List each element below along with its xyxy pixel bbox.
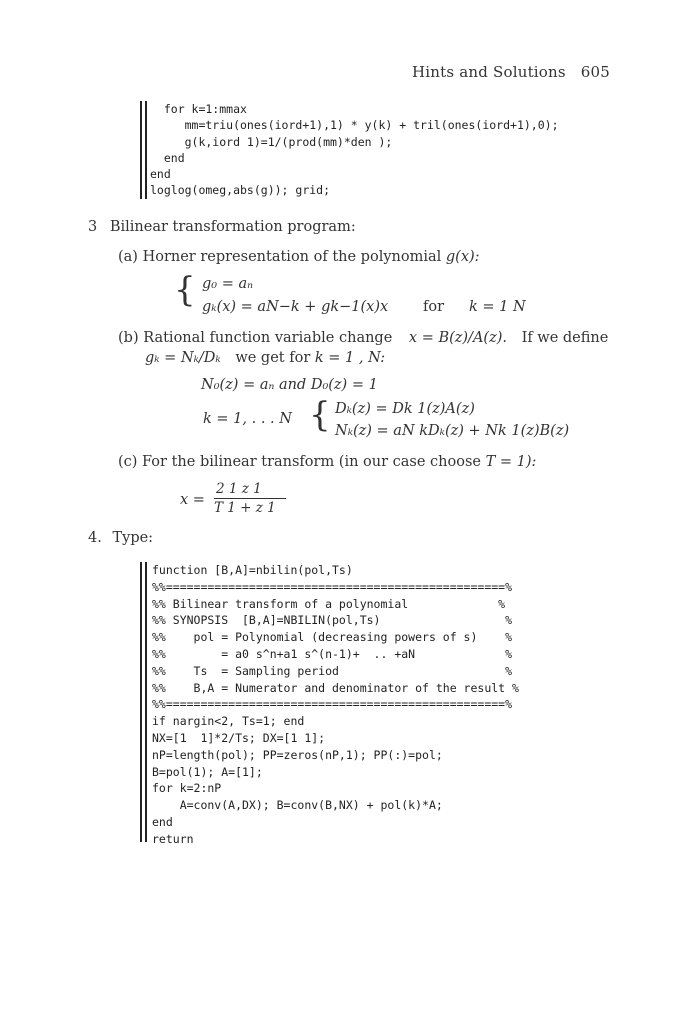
part-b-label: (b) Rational function variable change	[118, 330, 393, 346]
code-line: mm=triu(ones(iord+1),1) * y(k) + tril(ones(iord+1),0);	[150, 118, 559, 133]
code-margin-rule	[145, 562, 147, 842]
code-line: for k=2:nP	[152, 781, 222, 796]
code-line: end	[150, 150, 185, 165]
code-line: return	[152, 831, 194, 846]
part-b-line2	[145, 350, 385, 366]
part-b-heading	[118, 330, 608, 346]
code-line: end	[152, 814, 173, 829]
code-line: %% SYNOPSIS [B,A]=NBILIN(pol,Ts) %	[152, 613, 513, 628]
part-a-label: (a) Horner representation of the polynomial	[118, 249, 442, 265]
item-3-number: 3	[88, 219, 98, 235]
bilinear-numerator: 2 1 z 1	[216, 481, 262, 497]
code-listing-loop	[140, 101, 559, 199]
code-margin-rule	[145, 101, 147, 199]
part-b-define: gₖ = Nₖ/Dₖ	[145, 350, 221, 366]
bilinear-x: x =	[180, 492, 205, 508]
page-number: 605	[580, 63, 610, 81]
horner-eq-initial: g₀ = aₙ	[202, 276, 253, 292]
code-line: A=conv(A,DX); B=conv(B,NX) + pol(k)*A;	[152, 798, 443, 813]
item-4	[88, 530, 153, 546]
part-b-weget: we get for	[235, 350, 311, 366]
recursion-k-range: k = 1, . . . N	[203, 411, 292, 427]
code-line: nP=length(pol); PP=zeros(nP,1); PP(:)=pol;	[152, 747, 443, 762]
code-line: NX=[1 1]*2/Ts; DX=[1 1];	[152, 730, 326, 745]
fraction-bar	[214, 498, 286, 499]
part-b-if: If we define	[521, 330, 609, 346]
item-3	[88, 219, 356, 235]
page-header	[412, 63, 610, 81]
part-a-heading	[118, 249, 480, 265]
part-b-substitution: x = B(z)/A(z).	[408, 330, 507, 346]
code-line: %%=================================================%	[152, 579, 513, 594]
code-line: function [B,A]=nbilin(pol,Ts)	[152, 563, 353, 577]
code-line: %% Ts = Sampling period %	[152, 663, 513, 678]
code-listing-nbilin	[140, 562, 519, 846]
code-line: B=pol(1); A=[1];	[152, 764, 263, 779]
code-line: loglog(omeg,abs(g)); grid;	[150, 183, 331, 198]
code-line: %% = a0 s^n+a1 s^(n-1)+ .. +aN %	[152, 646, 513, 661]
code-line: %% pol = Polynomial (decreasing powers of s) %	[152, 630, 513, 645]
recursion-n: Nₖ(z) = aN kDₖ(z) + Nk 1(z)B(z)	[335, 423, 570, 439]
code-line: g(k,iord 1)=1/(prod(mm)*den );	[150, 134, 393, 149]
code-line: end	[150, 167, 171, 182]
code-line: for k=1:mmax	[150, 102, 247, 116]
code-line: %%=================================================%	[152, 697, 513, 712]
part-c-heading	[118, 454, 536, 470]
code-line: if nargin<2, Ts=1; end	[152, 714, 305, 729]
initial-conditions: N₀(z) = aₙ and D₀(z) = 1	[201, 377, 378, 393]
running-title: Hints and Solutions	[412, 63, 566, 81]
horner-for: for	[423, 299, 445, 315]
bilinear-denominator: T 1 + z 1	[214, 500, 276, 516]
part-b-krange: k = 1 , N:	[314, 350, 386, 366]
horner-range: k = 1 N	[469, 299, 526, 315]
code-line: %% Bilinear transform of a polynomial %	[152, 596, 506, 611]
left-brace: {	[174, 270, 196, 310]
item-3-title: Bilinear transformation program:	[109, 219, 356, 235]
part-c-choice: T = 1):	[485, 454, 537, 470]
horner-eq-recursion: gₖ(x) = aN−k + gk−1(x)x	[202, 299, 389, 315]
recursion-d: Dₖ(z) = Dk 1(z)A(z)	[335, 401, 475, 417]
left-brace: {	[309, 395, 331, 435]
part-a-function: g(x):	[445, 249, 480, 265]
item-4-number: 4.	[88, 530, 102, 546]
part-c-label: (c) For the bilinear transform (in our case choose	[118, 454, 481, 470]
item-4-title: Type:	[112, 530, 154, 546]
code-line: %% B,A = Numerator and denominator of the result %	[152, 680, 519, 695]
